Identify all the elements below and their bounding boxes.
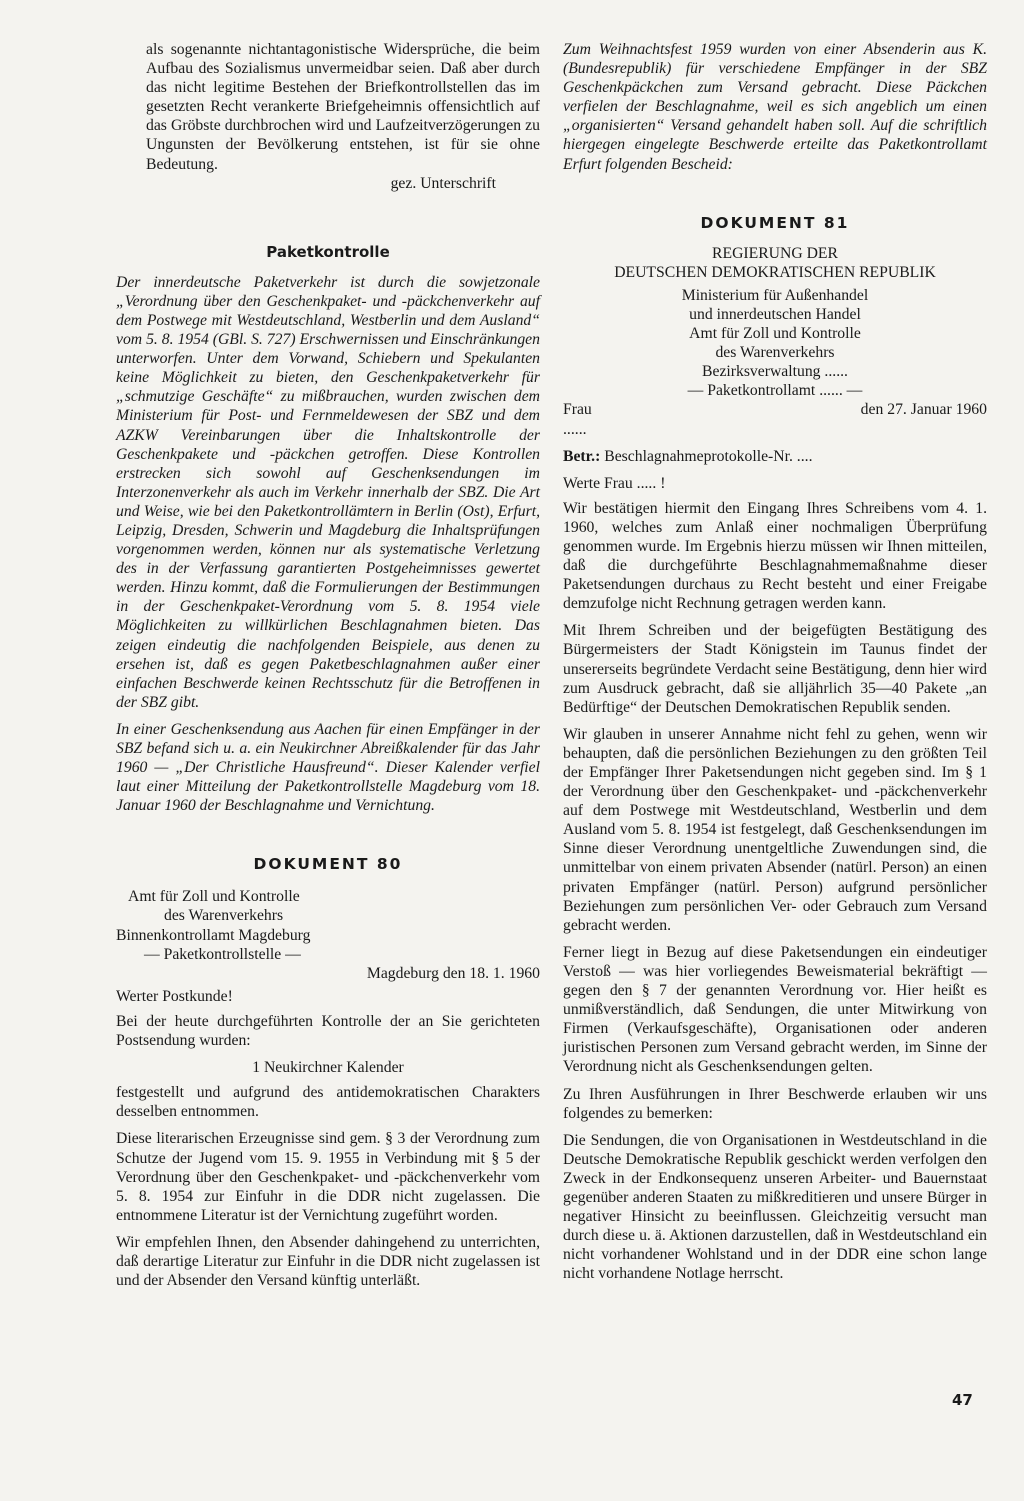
letter-paragraph: Mit Ihrem Schreiben und der beigefügten Bestätigung des Bürgermeisters der Stadt Königstein im Taunus findet der unsererseits begründete Verdacht seine Bestätigung, denn hier wird zum Ausdruck gebracht, daß sie alljährlich 35—40 Pakete „an Bedürftige“ der Deutschen Demokratischen Republik senden. <box>563 622 987 716</box>
letter-paragraph: Zu Ihren Ausführungen in Ihrer Beschwerde erlauben wir uns folgendes zu bemerken: <box>563 1085 987 1122</box>
letter-paragraph: Bei der heute durchgeführten Kontrolle der an Sie gerichteten Postsendung wurden: <box>116 1012 540 1050</box>
sender-line: des Warenverkehrs <box>164 907 284 925</box>
sender-line: — Paketkontrollstelle — <box>144 945 301 963</box>
ministry-line: — Paketkontrollamt ...... — <box>687 382 863 400</box>
ministry-line: Ministerium für Außenhandel <box>681 286 869 304</box>
intro-paragraph: als sogenannte nichtantagonistische Widersprüche, die beim Aufbau des Sozialismus unvermeidbar seien. Daß aber durch das nicht legitime Bestehen der Briefkontrollstellen das im gesetzten Recht verankerte Briefgeheimnis offensichtlich auf das Gröbste durchbrochen wird und Laufzeitverzögerungen zu Ungunsten der Bevölkerung entstehen, ist für sie ohne Bedeutung. <box>146 41 540 173</box>
place-date: Magdeburg den 18. 1. 1960 <box>366 964 540 982</box>
government-line: REGIERUNG DER <box>712 244 838 262</box>
page-number: 47 <box>952 1391 973 1409</box>
subject-text: Beschlagnahmeprotokolle-Nr. .... <box>604 447 813 465</box>
government-line: DEUTSCHEN DEMOKRATISCHEN REPUBLIK <box>614 263 936 281</box>
left-column <box>116 40 540 1290</box>
ministry-line: Amt für Zoll und Kontrolle <box>689 325 861 343</box>
letter-paragraph: Wir empfehlen Ihnen, den Absender dahingehend zu unterrichten, daß derartige Literatur zur Einfuhr in die DDR nicht zugelassen ist und der Absender den Versand künftig unterläßt. <box>116 1233 540 1290</box>
dokument-81-heading: DOKUMENT 81 <box>700 213 850 232</box>
right-column <box>563 40 987 1283</box>
ministry-line: Bezirksverwaltung ...... <box>702 363 848 381</box>
subject-line <box>563 447 987 466</box>
recipient-dots: ...... <box>563 420 587 438</box>
letter-paragraph: Wir glauben in unserer Annahme nicht fehl zu gehen, wenn wir behaupten, daß die persönlichen Beziehungen zu den größten Teil der Empfänger Ihrer Paketsendungen nicht gegeben sind. Im § 1 der Verordnung über den Geschenkpaket- und -päckchenverkehr auf dem Postwege mit Westdeutschland, Westberlin und dem Ausland vom 5. 8. 1954 ist festgelegt, daß Geschenksendungen im Sinne dieser Verordnung unentgeltliche Zuwendungen sind, die unmittelbar von einem privaten Absender (natürl. Person) an einen privaten Empfänger (natürl. Person) aufgrund persönlicher Beziehungen zum persönlichen Ver- oder Gebrauch zum Versand gebracht werden. <box>563 725 987 934</box>
dokument-80-heading: DOKUMENT 80 <box>253 855 403 874</box>
signature: gez. Unterschrift <box>390 174 496 192</box>
letter-paragraph: Wir bestätigen hiermit den Eingang Ihres Schreibens vom 4. 1. 1960, welches zum Anlaß einer nochmaligen Überprüfung genommen wurde. Im Ergebnis hierzu müssen wir Ihnen mitteilen, daß die durchgeführte Beschlagnahmemaßnahme dieser Paketsendungen durchaus zu Recht besteht und einer Freigabe demzufolge nicht Rechnung getragen werden kann. <box>563 499 987 613</box>
recipient-date-row <box>563 400 987 419</box>
sender-line: Binnenkontrollamt Magdeburg <box>116 926 311 944</box>
section-heading-paketkontrolle: Paketkontrolle <box>266 242 390 261</box>
sender-line: Amt für Zoll und Kontrolle <box>128 888 300 906</box>
italic-paragraph-1: Der innerdeutsche Paketverkehr ist durch die sowjetzonale „Verordnung über den Geschenkpaket- und -päckchenverkehr auf dem Postwege mit Westdeutschland, Westberlin und dem Ausland“ vom 5. 8. 1954 (GBl. S. 727) Erschwernissen und Einschränkungen unterworfen. Unter dem Vorwand, Schiebern und Spekulanten keine Möglichkeit zu bieten, den Geschenkpaketverkehr für „schmutzige Geschäfte“ zu mißbrauchen, wurden zwischen dem Ministerium für Post- und Fernmeldewesen der SBZ und dem AZKW Vereinbarungen über die Inhaltskontrolle der Geschenkpakete und -päckchen getroffen. Diese Kontrollen erstrecken sich sowohl auf Geschenksendungen im Interzonenverkehr als auch im Verkehr innerhalb der SBZ. Die Art und Weise, wie bei den Paketkontrollämtern in Berlin (Ost), Erfurt, Leipzig, Dresden, Schwerin und Magdeburg die Inhaltsprüfungen vorgenommen werden, können nur als systematische Verletzung des in der Verfassung garantierten Postgeheimnisses gewertet werden. Hinzu kommt, daß die Formulierungen der Bestimmungen in der Geschenkpaket-Verordnung vom 5. 8. 1954 viele Möglichkeiten zu willkürlichen Beschlagnahmen bieten. Das zeigen eindeutig die nachfolgenden Beispiele, aus denen zu ersehen ist, daß es gegen Paketbeschlagnahmen außer einer einfachen Beschwerde keinen Rechtsschutz für die Betroffenen in der SBZ gibt. <box>116 273 540 711</box>
letter-paragraph: Diese literarischen Erzeugnisse sind gem. § 3 der Verordnung zum Schutze der Jugend vom 15. 9. 1955 in Verbindung mit § 5 der Verordnung über den Geschenkpaket- und -päckchenverkehr vom 5. 8. 1954 zur Einfuhr in die DDR nicht zugelassen. Die entnommene Literatur ist der Vernichtung zugeführt worden. <box>116 1130 540 1224</box>
italic-intro: Zum Weihnachtsfest 1959 wurden von einer Absenderin aus K. (Bundesrepublik) für verschiedene Empfänger in der SBZ Geschenkpäckchen zum Versand gebracht. Diese Päckchen verfielen der Beschlagnahme, weil es sich angeblich um einen „organisierten“ Versand gehandelt haben soll. Auf die schriftlich hiergegen eingelegte Beschwerde erteilte das Paketkontrollamt Erfurt folgenden Bescheid: <box>563 41 987 173</box>
letter-paragraph: Die Sendungen, die von Organisationen in Westdeutschland in die Deutsche Demokratische Republik geschickt werden verfolgen den Zweck in der Endkonsequenz unseren Arbeiter- und Bauernstaat gegenüber anderen Staaten zu mißkreditieren und unsere Bürger in negativer Hinsicht zu beeinflussen. Gleichzeitig versucht man durch diese u. ä. Aktionen darzustellen, daß in Westdeutschland ein nicht vorhandener Wohlstand und in der DDR eine schon lange nicht vorhandene Notlage herrscht. <box>563 1131 987 1283</box>
subject-label: Betr.: <box>563 447 601 465</box>
ministry-line: des Warenverkehrs <box>715 344 835 362</box>
letter-date: den 27. Januar 1960 <box>860 401 987 419</box>
salutation: Werte Frau ..... ! <box>563 474 666 492</box>
italic-paragraph-2: In einer Geschenksendung aus Aachen für einen Empfänger in der SBZ befand sich u. a. ein Neukirchner Abreißkalender für das Jahr 1960 — „Der Christliche Hausfreund“. Dieser Kalender verfiel laut einer Mitteilung der Paketkontrollstelle Magdeburg vom 18. Januar 1960 der Beschlagnahme und Vernichtung. <box>116 720 540 815</box>
letter-paragraph: festgestellt und aufgrund des antidemokratischen Charakters desselben entnommen. <box>116 1084 540 1121</box>
seized-item: 1 Neukirchner Kalender <box>252 1059 404 1077</box>
recipient: Frau <box>563 401 592 419</box>
salutation: Werter Postkunde! <box>116 987 233 1005</box>
letter-paragraph: Ferner liegt in Bezug auf diese Paketsendungen ein eindeutiger Verstoß — was hier vorliegendes Beweismaterial bekräftigt — gegen den § 7 der genannten Verordnung vor. Hier heißt es unmißverständlich, daß Sendungen, die unter Mitwirkung von Firmen (Verkaufsgeschäfte), Organisationen oder anderen juristischen Personen zum Versand gebracht werden, im Sinne der Verordnung nicht als Geschenksendungen gelten. <box>563 943 987 1076</box>
ministry-line: und innerdeutschen Handel <box>689 305 861 323</box>
